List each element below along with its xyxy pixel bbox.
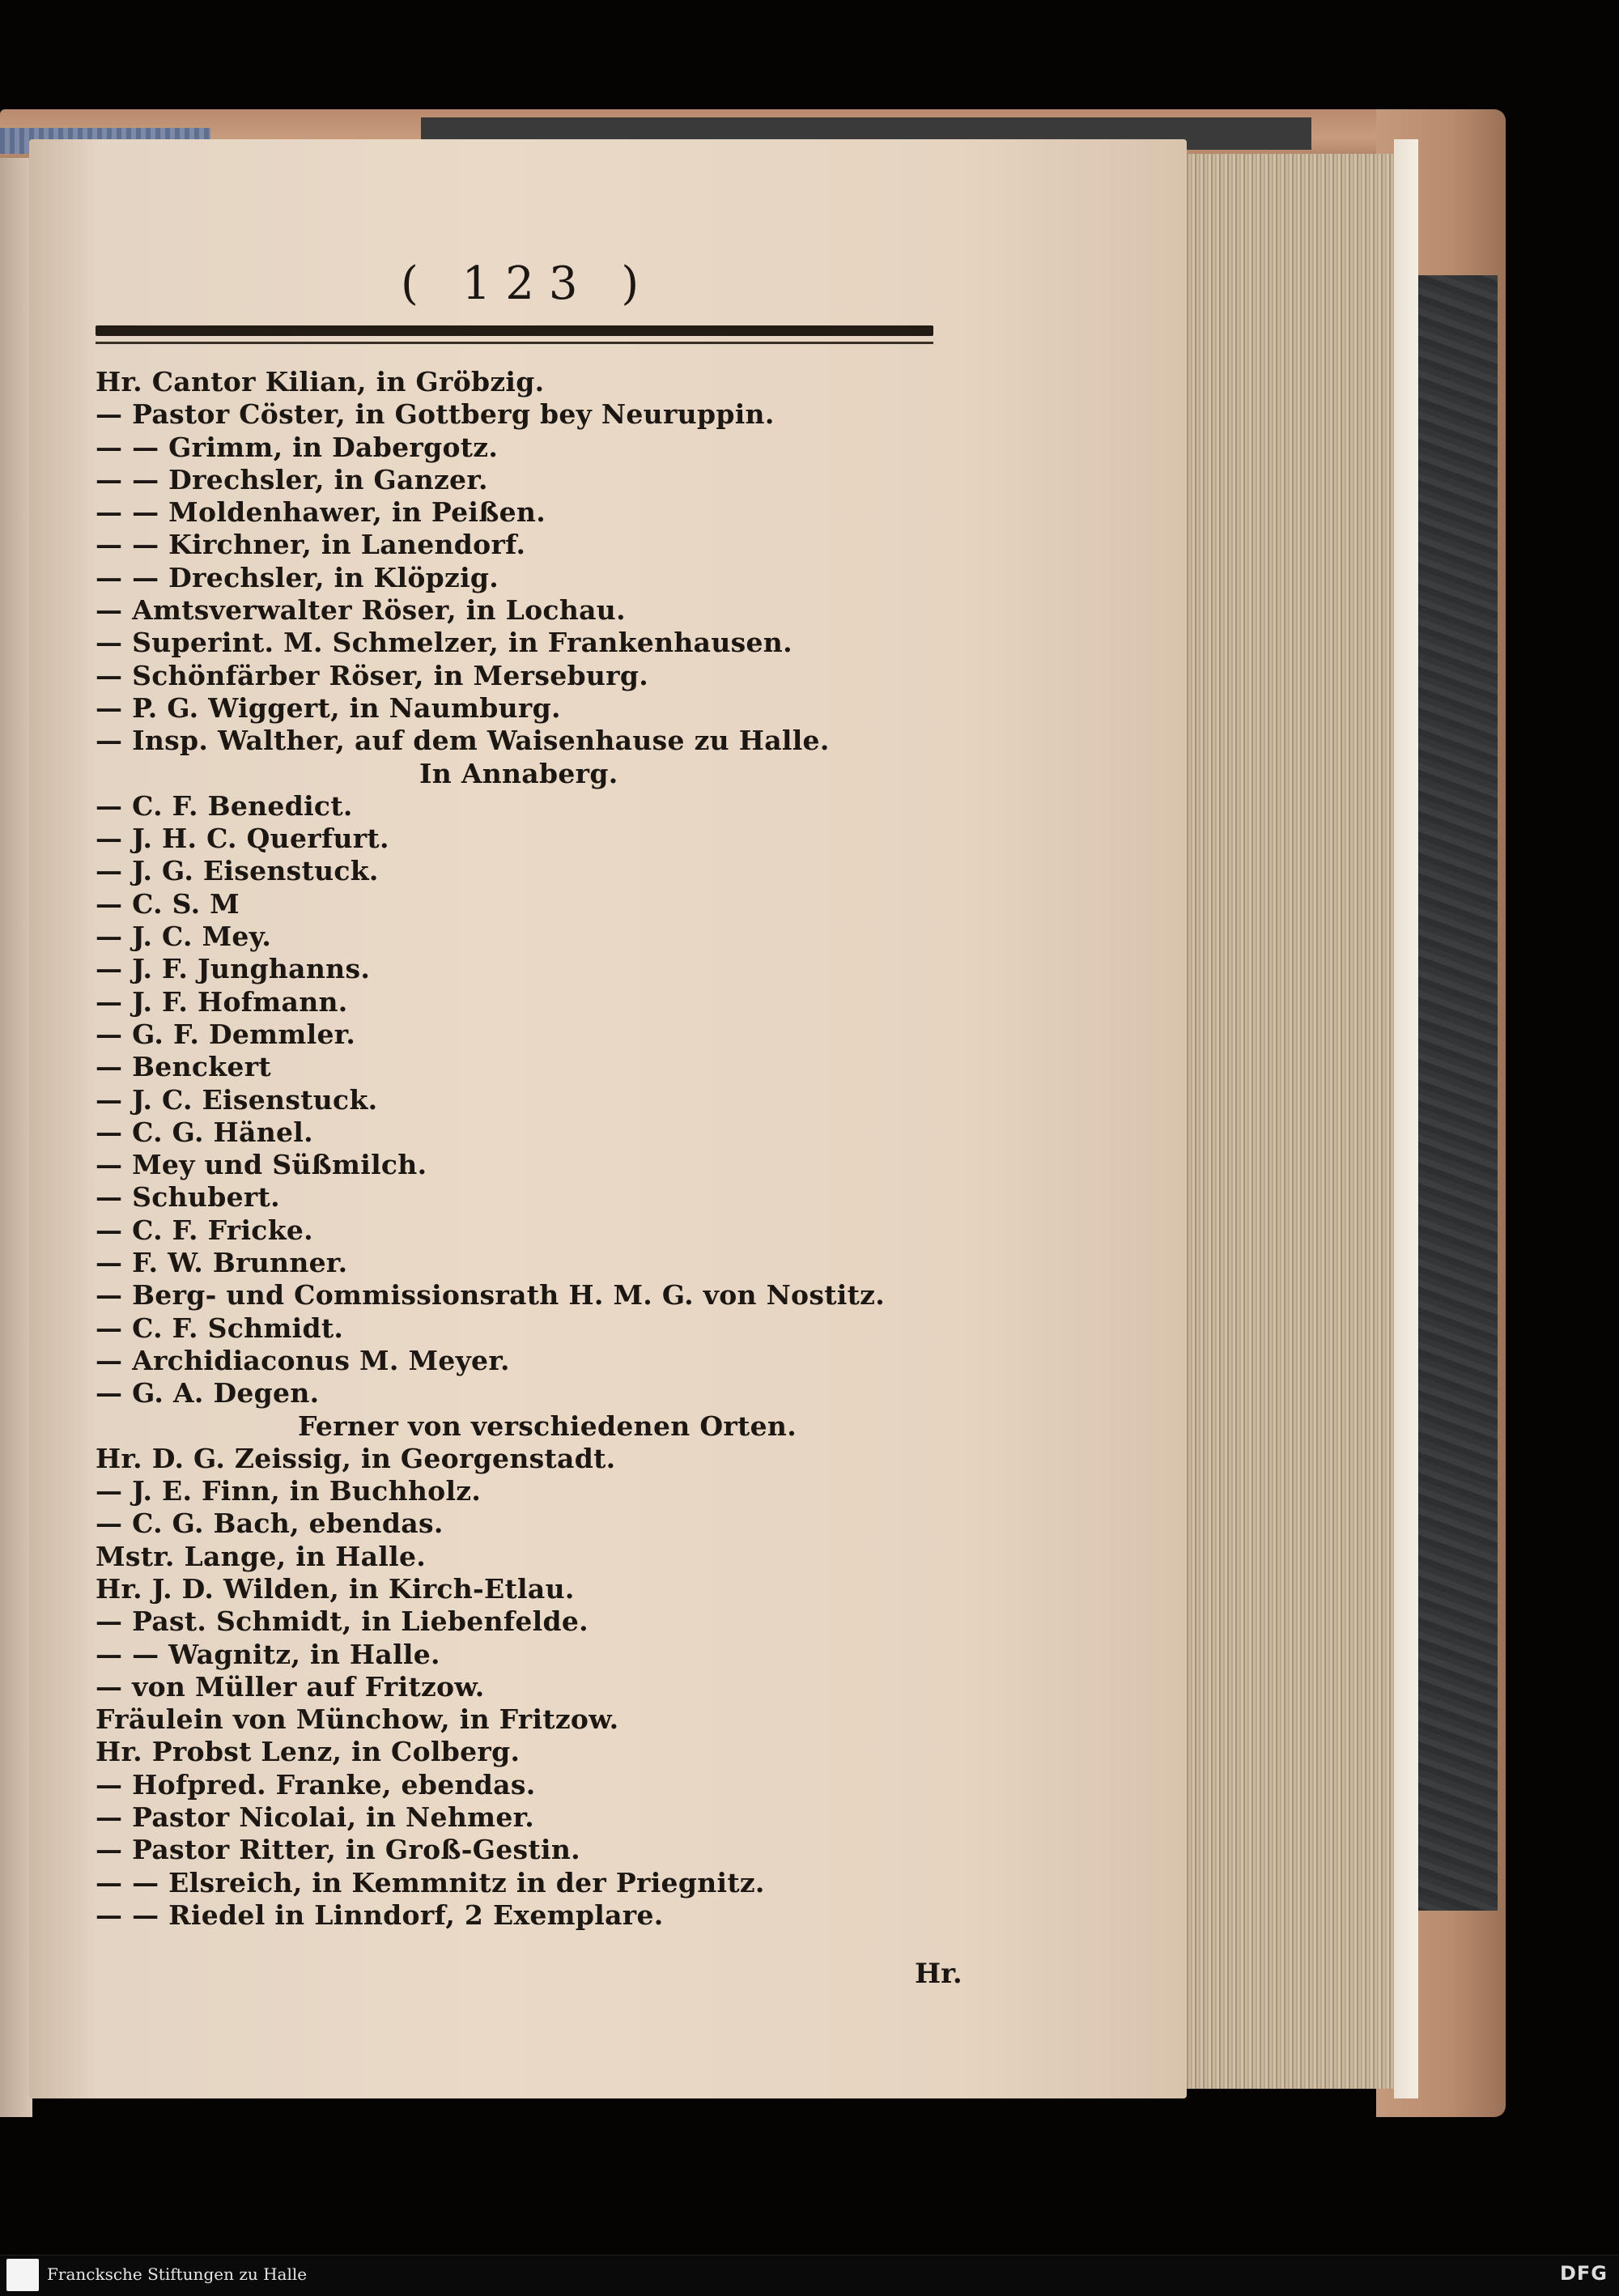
list-line: — — Kirchner, in Lanendorf. xyxy=(96,529,526,561)
section-heading: Ferner von verschiedenen Orten. xyxy=(298,1409,797,1442)
list-line: — J. F. Hofmann. xyxy=(96,985,348,1018)
list-line: — J. C. Eisenstuck. xyxy=(96,1083,378,1116)
list-line: — Past. Schmidt, in Liebenfelde. xyxy=(96,1605,589,1638)
list-line: Hr. Cantor Kilian, in Gröbzig. xyxy=(96,366,545,398)
list-line: — C. G. Hänel. xyxy=(96,1116,313,1148)
list-line: Mstr. Lange, in Halle. xyxy=(96,1540,427,1572)
list-line: — C. F. Fricke. xyxy=(96,1214,313,1246)
list-line: — C. G. Bach, ebendas. xyxy=(96,1507,444,1540)
list-line: — Pastor Ritter, in Groß-Gestin. xyxy=(96,1834,580,1866)
list-line: — P. G. Wiggert, in Naumburg. xyxy=(96,691,561,724)
list-line: — F. W. Brunner. xyxy=(96,1247,348,1279)
list-line: — — Moldenhawer, in Peißen. xyxy=(96,496,546,529)
list-line: — C. F. Benedict. xyxy=(96,789,353,822)
list-line: — Schönfärber Röser, in Merseburg. xyxy=(96,659,649,691)
list-line: — Pastor Nicolai, in Nehmer. xyxy=(96,1801,535,1834)
list-line: — Hofpred. Franke, ebendas. xyxy=(96,1768,536,1801)
page-number: ( 123 ) xyxy=(401,257,654,310)
list-line: — Mey und Süßmilch. xyxy=(96,1149,427,1181)
list-line: — G. A. Degen. xyxy=(96,1377,320,1409)
list-line: Hr. Probst Lenz, in Colberg. xyxy=(96,1736,521,1768)
list-line: — J. C. Mey. xyxy=(96,921,272,953)
list-line: — Pastor Cöster, in Gottberg bey Neuruppin. xyxy=(96,398,775,431)
header-rule-thin xyxy=(96,342,933,344)
list-line: — Archidiaconus M. Meyer. xyxy=(96,1344,510,1376)
catchword: Hr. xyxy=(915,1958,962,1990)
list-line: — — Elsreich, in Kemmnitz in der Priegnitz. xyxy=(96,1866,765,1898)
list-line: — Berg- und Commissionsrath H. M. G. von Nostitz. xyxy=(96,1279,886,1312)
list-line: — — Drechsler, in Klöpzig. xyxy=(96,561,499,593)
list-line: Fräulein von Münchow, in Fritzow. xyxy=(96,1703,619,1736)
list-line: — J. F. Junghanns. xyxy=(96,953,371,985)
list-line: — Amtsverwalter Röser, in Lochau. xyxy=(96,594,626,627)
list-line: — Schubert. xyxy=(96,1181,280,1214)
list-line: — C. F. Schmidt. xyxy=(96,1312,344,1344)
list-line: — Benckert xyxy=(96,1051,271,1083)
list-line: — — Wagnitz, in Halle. xyxy=(96,1638,440,1670)
list-line: Hr. D. G. Zeissig, in Georgenstadt. xyxy=(96,1442,616,1474)
header-rule xyxy=(96,325,933,336)
left-page-edge xyxy=(0,158,32,2117)
list-line: — J. H. C. Querfurt. xyxy=(96,823,389,855)
book-cover-marbled xyxy=(1410,275,1498,1911)
list-line: — — Riedel in Linndorf, 2 Exemplare. xyxy=(96,1898,664,1931)
institution-logo-icon xyxy=(6,2259,39,2291)
subscriber-list xyxy=(96,366,986,1932)
institution-name: Francksche Stiftungen zu Halle xyxy=(47,2264,308,2284)
list-line: — G. F. Demmler. xyxy=(96,1018,356,1050)
list-line: — Superint. M. Schmelzer, in Frankenhausen. xyxy=(96,627,793,659)
list-line: — J. E. Finn, in Buchholz. xyxy=(96,1475,482,1507)
page-stack-fore-edge xyxy=(1394,139,1418,2098)
list-line: Hr. J. D. Wilden, in Kirch-Etlau. xyxy=(96,1572,575,1605)
dfg-badge: DFG xyxy=(1559,2262,1608,2285)
list-line: — — Drechsler, in Ganzer. xyxy=(96,463,488,495)
list-line: — von Müller auf Fritzow. xyxy=(96,1670,485,1703)
list-line: — C. S. M xyxy=(96,887,240,920)
list-line: — Insp. Walther, auf dem Waisenhause zu Halle. xyxy=(96,725,830,757)
page-stack-edges xyxy=(1180,154,1415,2089)
list-line: — — Grimm, in Dabergotz. xyxy=(96,431,499,463)
section-heading: In Annaberg. xyxy=(419,757,618,789)
list-line: — J. G. Eisenstuck. xyxy=(96,855,379,887)
